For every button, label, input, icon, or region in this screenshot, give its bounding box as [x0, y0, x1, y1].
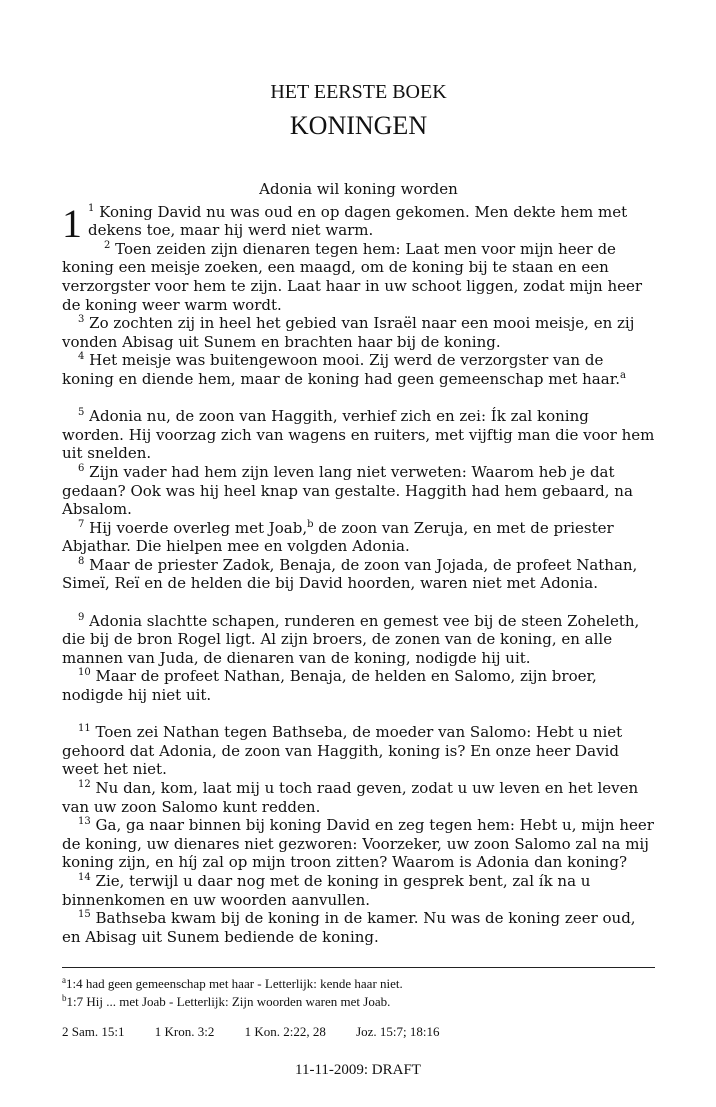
verse-number: 11: [78, 723, 91, 735]
verse: [62, 351, 655, 388]
verse-number: 3: [78, 314, 85, 326]
verse-text: Zie, terwijl u daar nog met de koning in gesprek bent, zal ík na u binnenkomen en uw woorden aanvullen.: [62, 871, 591, 909]
verse-number: 12: [78, 779, 91, 790]
verse: [62, 816, 655, 872]
verse-number: 15: [78, 909, 91, 921]
verse-number: 6: [78, 462, 85, 474]
verse: [62, 556, 655, 593]
cross-reference[interactable]: Joz. 15:7; 18:16: [356, 1024, 440, 1039]
cross-reference[interactable]: 2 Sam. 15:1: [62, 1024, 125, 1039]
cross-reference[interactable]: 1 Kon. 2:22, 28: [244, 1024, 326, 1039]
verse: [62, 463, 655, 519]
footnote-text: 1:4 had geen gemeenschap met haar - Letterlijk: kende haar niet.: [66, 976, 403, 991]
verse-text: Het meisje was buitengewoon mooi. Zij werd de verzorgster van de koning en diende hem, maar de koning had geen gemeenschap met haar.: [62, 351, 620, 388]
footnote-mark: a: [62, 975, 66, 985]
verse: [62, 519, 655, 556]
verse-text: Maar de profeet Nathan, Benaja, de helden en Salomo, zijn broer, nodigde hij niet uit.: [62, 667, 597, 705]
verse-text: Zijn vader had hem zijn leven lang niet verweten: Waarom heb je dat gedaan? Ook was hij heel knap van gestalte. Haggith had hem gebaard, na Absalom.: [62, 462, 633, 519]
cross-references: [62, 1023, 655, 1041]
footnote-divider: [62, 967, 655, 968]
footnote: [62, 975, 655, 993]
verse-text: Zo zochten zij in heel het gebied van Israël naar een mooi meisje, en zij vonden Abisag uit Sunem en brachten haar bij de koning.: [62, 314, 635, 351]
verse-text: Koning David nu was oud en op dagen gekomen. Men dekte hem met dekens toe, maar hij werd niet warm.: [88, 202, 628, 240]
verse-number: 2: [104, 239, 111, 251]
verse: [62, 909, 655, 946]
verse-text: Ga, ga naar binnen bij koning David en zeg tegen hem: Hebt u, mijn heer de koning, uw dienares niet gezworen: Voorzeker, uw zoon Salomo zal na mij koning zijn, en híj zal op mijn troon zitten? Waarom is Adonia dan koning?: [62, 816, 654, 872]
verse: [62, 200, 655, 246]
verse: [62, 723, 655, 779]
book-name: KONINGEN: [289, 111, 428, 140]
verse-text: Bathseba kwam bij de koning in de kamer. Nu was de koning zeer oud, en Abisag uit Sunem bediende de koning.: [62, 909, 636, 946]
verse: [62, 612, 655, 668]
verse-number: 13: [78, 816, 91, 828]
verse-text: Maar de priester Zadok, Benaja, de zoon van Jojada, de profeet Nathan, Simeï, Reï en de helden die bij David hoorden, waren niet met Adonia.: [62, 555, 638, 593]
section-heading: Adonia wil koning worden: [259, 180, 458, 198]
verse-number: 9: [78, 611, 85, 623]
verse-number: 5: [78, 407, 85, 419]
footnote-mark: b: [62, 993, 67, 1003]
verse-number: 10: [78, 667, 91, 679]
footnotes: [62, 975, 655, 1011]
verse-text: de zoon van Zeruja, en met de priester Abjathar. Die hielpen mee en volgden Adonia.: [62, 518, 614, 556]
verse-text: Toen zei Nathan tegen Bathseba, de moeder van Salomo: Hebt u niet gehoord dat Adonia, de zoon van Haggith, koning is? En onze heer David weet het niet.: [62, 723, 623, 779]
verse-text: Hij voerde overleg met Joab,: [89, 518, 308, 537]
verse: [62, 240, 655, 314]
verse-number: 7: [78, 518, 85, 530]
footnote-text: 1:7 Hij ... met Joab - Letterlijk: Zijn woorden waren met Joab.: [66, 994, 391, 1009]
verse: [62, 872, 655, 909]
verse: [62, 407, 655, 463]
verse-text: Adonia slachtte schapen, runderen en gemest vee bij de steen Zoheleth, die bij de bron Rogel ligt. Al zijn broers, de zonen van de koning, en alle mannen van Juda, de dienaren van de koning, nodigde hij uit.: [62, 611, 640, 667]
verse-text: Toen zeiden zijn dienaren tegen hem: Laat men voor mijn heer de koning een meisje zoeken, een maagd, om de koning bij te staan en een verzorgster voor hem te zijn. Laat haar in uw schoot liggen, zodat mijn heer de koning weer warm wordt.: [62, 239, 643, 314]
verse: [62, 314, 655, 351]
verse-text: Nu dan, kom, laat mij u toch raad geven, zodat u uw leven en het leven van uw zoon Salomo kunt redden.: [62, 779, 639, 816]
chapter-text: [62, 180, 655, 946]
footnote-marker[interactable]: a: [619, 369, 626, 381]
verse-number: 8: [78, 555, 85, 567]
book-title: HET EERSTE BOEK: [270, 81, 447, 103]
verse-number: 4: [78, 351, 85, 363]
verse-number: 14: [78, 871, 91, 883]
verse-number: 1: [88, 202, 95, 214]
verse: [62, 667, 655, 704]
verse-text: Adonia nu, de zoon van Haggith, verhief zich en zei: Ík zal koning worden. Hij voorzag zich van wagens en ruiters, met vijftig man die voor hem uit snelden.: [62, 407, 655, 463]
cross-reference[interactable]: 1 Kron. 3:2: [154, 1024, 215, 1039]
chapter-number: 1: [62, 200, 82, 246]
footnote: [62, 993, 655, 1011]
verse: [62, 779, 655, 816]
draft-footer: 11-11-2009: DRAFT: [295, 1062, 421, 1078]
footnote-marker[interactable]: b: [307, 518, 314, 530]
